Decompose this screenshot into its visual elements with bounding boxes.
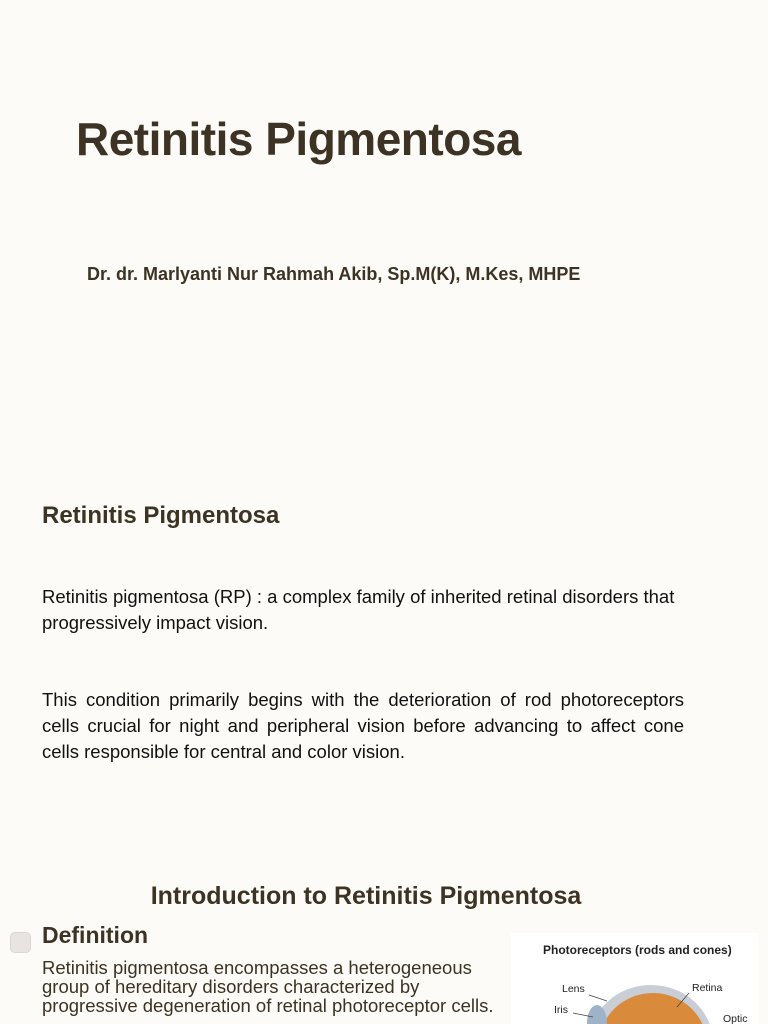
lens-pointer <box>589 995 607 1001</box>
definition-checkbox[interactable] <box>10 932 31 953</box>
section-heading: Retinitis Pigmentosa <box>42 502 280 529</box>
label-retina: Retina <box>692 982 723 994</box>
label-lens: Lens <box>562 983 585 995</box>
paragraph-rod-deterioration: This condition primarily begins with the deterioration of rod photoreceptors cells crucial for night and peripheral vision before advancing to affect cone cells responsible for central and color vision. <box>42 689 684 762</box>
label-iris: Iris <box>554 1004 568 1016</box>
photoreceptor-diagram <box>511 933 759 1024</box>
definition-text: Retinitis pigmentosa encompasses a heterogeneous group of hereditary disorders characterized by progressive degeneration of retinal photoreceptor cells. <box>42 957 494 1016</box>
diagram-title: Photoreceptors (rods and cones) <box>543 943 732 957</box>
slide-title: Retinitis Pigmentosa <box>76 113 521 165</box>
author-name: Dr. dr. Marlyanti Nur Rahmah Akib, Sp.M(K), M.Kes, MHPE <box>87 264 581 284</box>
intro-heading: Introduction to Retinitis Pigmentosa <box>150 882 582 910</box>
paragraph-rp-definition: Retinitis pigmentosa (RP) : a complex family of inherited retinal disorders that progressively impact vision. <box>42 586 675 633</box>
definition-heading: Definition <box>42 922 149 948</box>
label-optic: Optic <box>723 1013 748 1024</box>
eye-illustration <box>511 933 759 1024</box>
